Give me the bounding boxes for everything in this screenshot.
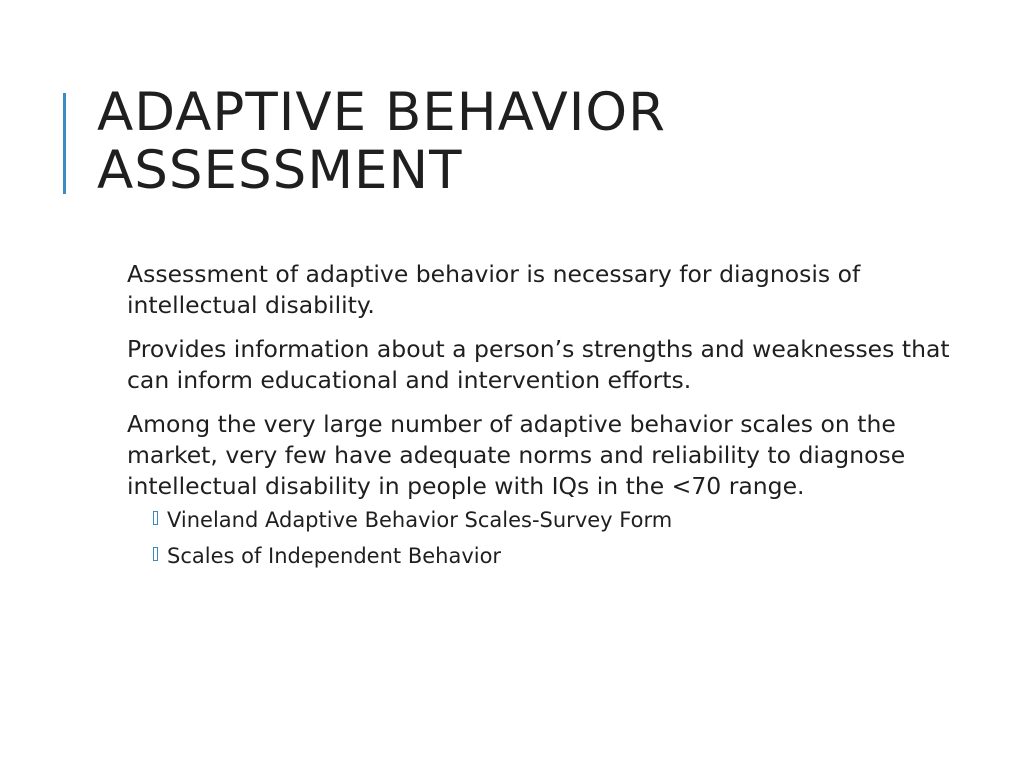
list-item (153, 542, 957, 570)
slide-title (97, 84, 977, 200)
list-item (153, 506, 957, 534)
sub-bullet-sib: Scales of Independent Behavior (167, 544, 502, 568)
slide-body (127, 259, 957, 578)
slide-title-line-2: ASSESSMENT (97, 140, 463, 201)
body-paragraph-strengths: Provides information about a person’s strengths and weaknesses that can inform educational and intervention efforts. (127, 335, 950, 394)
sub-bullet-list (127, 506, 957, 570)
hollow-rectangle-bullet-icon (153, 511, 158, 525)
slide-title-line-1: ADAPTIVE BEHAVIOR (97, 82, 666, 143)
hollow-rectangle-bullet-icon (153, 547, 158, 561)
body-paragraph-diagnosis: Assessment of adaptive behavior is necessary for diagnosis of intellectual disability. (127, 260, 861, 319)
body-paragraph-scales: Among the very large number of adaptive behavior scales on the market, very few have adequate norms and reliability to diagnose intellectual disability in people with IQs in the <70 range. (127, 410, 906, 500)
title-accent-bar (63, 93, 66, 194)
sub-bullet-vineland: Vineland Adaptive Behavior Scales-Survey Form (167, 508, 673, 532)
